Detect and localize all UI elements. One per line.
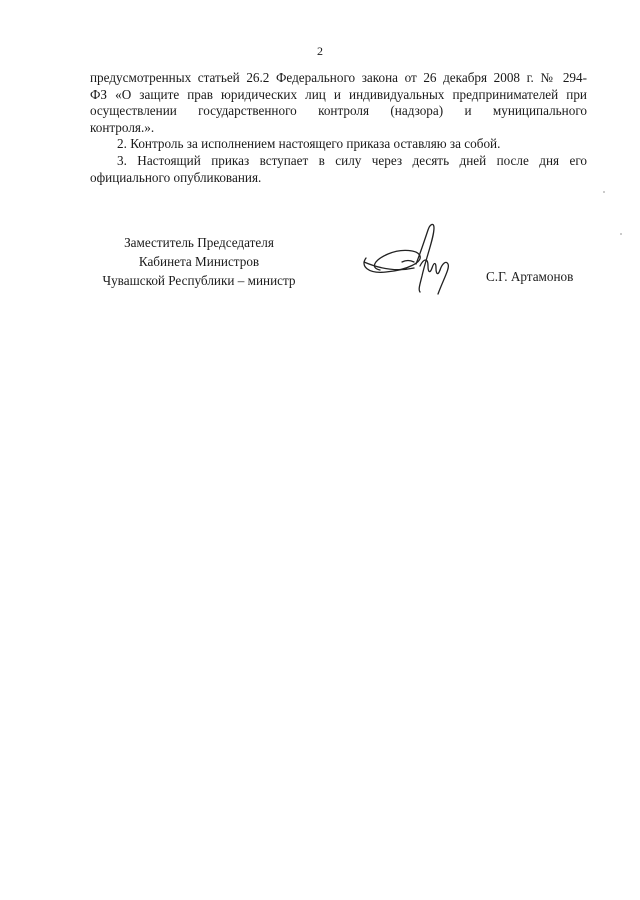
paragraph-3-line-1: 3. Настоящий приказ вступает в силу через десять дней после дня его	[117, 152, 587, 168]
paragraph-2: 2. Контроль за исполнением настоящего приказа оставляю за собой.	[117, 136, 501, 152]
handwritten-signature	[358, 218, 470, 298]
paragraph-3-line-2: официального опубликования.	[90, 169, 262, 185]
signatory-position-line-1: Заместитель Председателя	[124, 235, 274, 250]
signatory-position-line-2: Кабинета Министров	[138, 254, 260, 269]
scan-speck	[620, 233, 622, 235]
signatory-position	[90, 233, 308, 290]
paragraph-1-line-2: ФЗ «О защите прав юридических лиц и индивидуальных предпринимателей при	[90, 86, 587, 102]
paragraph-1-line-1: предусмотренных статьей 26.2 Федерального закона от 26 декабря 2008 г. № 294-	[90, 70, 587, 85]
page-number: 2	[317, 44, 323, 58]
paragraph-1-line-3: осуществлении государственного контроля (надзора) и муниципального	[90, 103, 587, 119]
document-body	[90, 70, 587, 186]
paragraph-1-line-4: контроля.».	[90, 119, 155, 135]
signatory-name: С.Г. Артамонов	[486, 269, 574, 284]
scan-speck	[603, 191, 605, 193]
signatory-position-line-3: Чувашской Республики – министр	[102, 273, 296, 288]
